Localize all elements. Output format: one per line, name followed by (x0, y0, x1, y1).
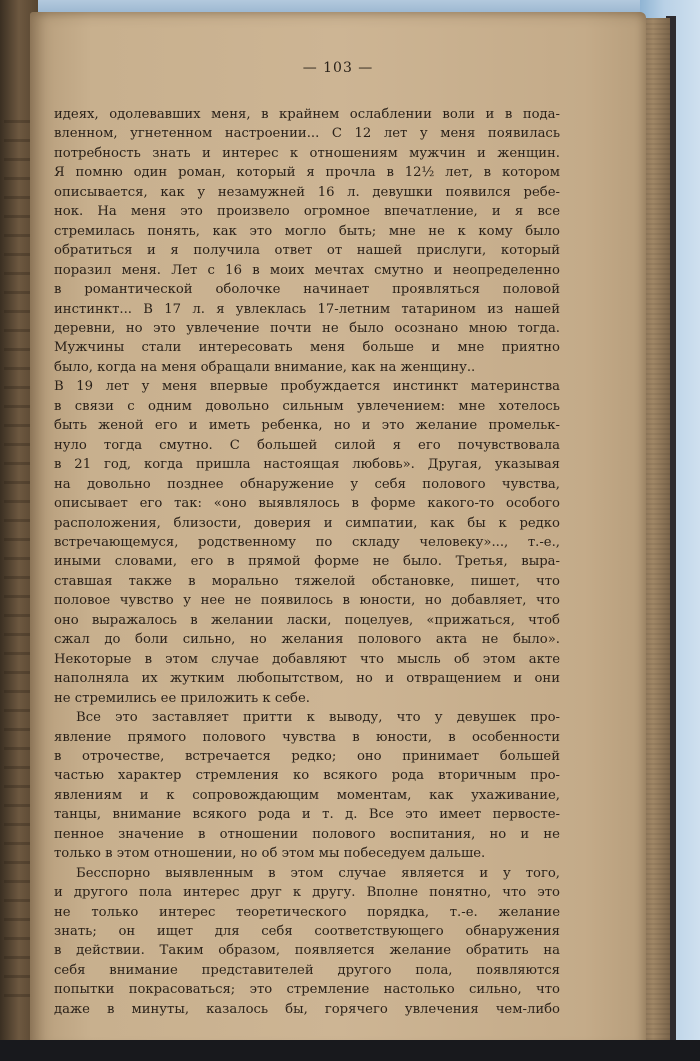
text-line: в романтической оболочке начинает проявляться половой (54, 282, 560, 298)
text-line: поразил меня. Лет с 16 в моих мечтах смутно и неопределенно (54, 262, 560, 278)
text-line: в действии. Таким образом, появляется желание обратить на (54, 943, 560, 959)
text-line: В 19 лет у меня впервые пробуждается инстинкт материнства (54, 379, 560, 395)
previous-page-text (4, 120, 30, 1000)
text-line: на довольно позднее обнаружение у себя полового чувства, (54, 476, 560, 492)
text-line: встречающемуся, родственному по складу человеку»..., т.-е., (54, 534, 560, 550)
text-line: не только интерес теоретического порядка, т.-е. желание (54, 904, 560, 920)
text-line: было, когда на меня обращали внимание, как на женщину.. (54, 359, 476, 375)
text-line: обратиться и я получила ответ от нашей прислуги, который (54, 243, 560, 259)
text-line: в отрочестве, встречается редко; оно принимает большей (54, 748, 560, 764)
text-line: и другого пола интерес друг к другу. Вполне понятно, что это (54, 885, 560, 901)
text-line: нуло тогда смутно. С большей силой я его почувствовала (54, 437, 560, 453)
text-line: быть женой его и иметь ребенка, но и это желание промельк- (54, 418, 560, 434)
text-line: наполняла их жутким любопытством, но и отвращением и они (54, 671, 560, 687)
text-line: явлениям и к сопровождающим моментам, как ухаживание, (54, 787, 560, 803)
page-number: — 103 — (302, 60, 374, 76)
text-line: даже в минуты, казалось бы, горячего увлечения чем-либо (54, 1001, 560, 1017)
text-line: деревни, но это увлечение почти не было осознано мною тогда. (54, 320, 560, 336)
background-bottom (0, 1040, 700, 1061)
text-line: инстинкт... В 17 л. я увлеклась 17-летним татарином из нашей (54, 301, 560, 317)
text-line: явление прямого полового чувства в юности, в особенности (54, 729, 560, 745)
text-line: описывается, как у незамужней 16 л. девушки появился ребе- (54, 184, 560, 200)
text-line: идеях, одолевавших меня, в крайнем ослаблении воли и в пода- (54, 107, 560, 122)
text-line: Я помню один роман, который я прочла в 12½ лет, в котором (54, 165, 560, 181)
text-line: иными словами, его в прямой форме не было. Третья, выра- (54, 554, 560, 570)
page-body-text (54, 105, 560, 1019)
text-line: в связи с одним довольно сильным увлечением: мне хотелось (54, 398, 560, 414)
text-line: знать; он ищет для себя соответствующего обнаружения (54, 924, 560, 940)
text-line: нок. На меня это произвело огромное впечатление, и я все (54, 204, 560, 220)
text-line: частью характер стремления ко всякого рода вторичным про- (54, 768, 560, 784)
text-line: расположения, близости, доверия и симпатии, как бы к редко (54, 515, 560, 531)
text-line: только в этом отношении, но об этом мы побеседуем дальше. (54, 846, 486, 862)
text-line: Бесспорно выявленным в этом случае является и у того, (76, 865, 560, 881)
text-line: Некоторые в этом случае добавляют что мысль об этом акте (54, 651, 560, 667)
page-stack-edge (642, 18, 670, 1040)
text-line: попытки покрасоваться; это стремление настолько сильно, что (54, 982, 560, 998)
text-line: ставшая также в морально тяжелой обстановке, пишет, что (54, 573, 560, 589)
text-line: Все это заставляет притти к выводу, что у девушек про- (76, 710, 560, 726)
text-line: сжал до боли сильно, но желания полового акта не было». (54, 632, 560, 648)
text-line: стремилась понять, как это могло быть; мне не к кому было (54, 223, 560, 239)
text-line: описывает его так: «оно выявлялось в форме какого-то особого (54, 496, 560, 512)
book-page (30, 12, 646, 1052)
text-line: Мужчины стали интересовать меня больше и мне приятно (54, 340, 560, 356)
text-line: в 21 год, когда пришла настоящая любовь». Другая, указывая (54, 457, 560, 473)
text-line: танцы, внимание всякого рода и т. д. Все это имеет первосте- (54, 807, 560, 823)
text-line: оно выражалось в желании ласки, поцелуев, «прижаться, чтоб (54, 612, 560, 628)
text-line: себя внимание представителей другого пола, появляются (54, 962, 560, 978)
text-line: не стремились ее приложить к себе. (54, 690, 310, 706)
text-line: потребность знать и интерес к отношениям мужчин и женщин. (54, 145, 560, 161)
text-line: половое чувство у нее не появилось в юности, но добавляет, что (54, 593, 560, 609)
text-line: вленном, угнетенном настроении... С 12 лет у меня появилась (54, 126, 560, 142)
text-line: пенное значение в отношении полового воспитания, но и не (54, 826, 560, 842)
